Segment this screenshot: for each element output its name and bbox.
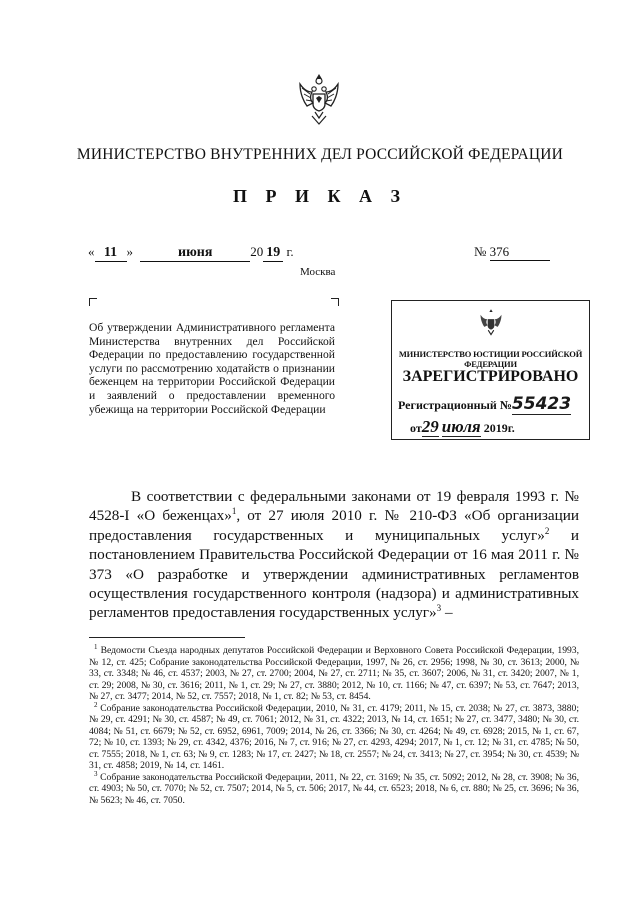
footnote-mark: 3 — [94, 769, 98, 778]
order-preamble — [89, 487, 579, 623]
preamble-part-4: – — [441, 604, 453, 622]
stamp-reg-number: 55423 — [511, 394, 572, 414]
footnote-text: Собрание законодательства Российской Федерации, 2010, № 31, ст. 4179; 2011, № 15, ст. 2038; № 27, ст. 3873, 3880; № 29, ст. 4291; № 30, ст. 4587; № 49, ст. 7061; 2012, № 31, ст. 4322; 2013, № 14, ст. 1651; № 27, ст. 3477, 3480; № 30, ст. 4084; № 51, ст. 6679; № 52, ст. 6952, 6961, 7009; 2014, № 26, ст. 3366; № 30, ст. 4264; № 49, ст. 6928; 2015, № 1, ст. 67, 72; № 10, ст. 1393; № 29, ст. 4342, 4376; 2016, № 7, ст. 916; № 27, ст. 4293, 4294; 2017, № 1, ст. 12; № 31, ст. 4785; № 50, ст. 7555; 2018, № 1, ст. 63; № 9, ст. 1283; № 17, ст. 2427; № 18, ст. 2557; № 24, ст. 3413; № 27, ст. 3954; № 30, ст. 4539; № 31, ст. 4858; 2019, № 14, ст. 1461. — [89, 702, 579, 771]
city: Москва — [300, 266, 336, 278]
footnote-mark: 2 — [94, 700, 98, 709]
footnote-text: Собрание законодательства Российской Федерации, 2011, № 22, ст. 3169; № 35, ст. 5092; 2012, № 28, ст. 3908; № 36, ст. 4903; № 50, ст. 7070; № 52, ст. 7507; 2014, № 5, ст. 506; 2017, № 44, ст. 6523; 2018, № 6, ст. 880; № 25, ст. 3696; № 36, № 5623; № 46, ст. 7050. — [89, 771, 579, 806]
order-number-label: № — [474, 244, 487, 259]
footnote-ref-1[interactable]: 1 — [231, 506, 237, 517]
footnote-3 — [89, 769, 579, 807]
stamp-registered: ЗАРЕГИСТРИРОВАНО — [402, 368, 579, 385]
stamp-date-year-unit: г. — [507, 421, 515, 435]
subject-corner-left — [89, 298, 97, 306]
stamp-date-month: июля — [441, 417, 481, 436]
stamp-emblem-icon — [475, 307, 507, 339]
order-number-value: 376 — [490, 244, 550, 261]
stamp-date-day: 29 — [421, 417, 439, 436]
order-number — [474, 244, 550, 261]
order-date-day: 11 — [95, 245, 127, 262]
date-open-quote: « — [88, 244, 95, 259]
document-type-title: П Р И К А З — [232, 186, 408, 206]
stamp-reg-label: Регистрационный № — [398, 398, 512, 412]
preamble-part-1: В соответствии с федеральными законами от 19 февраля 1993 г. № 4528-I «О беженцах» — [89, 488, 579, 525]
stamp-ministry: МИНИСТЕРСТВО ЮСТИЦИИ РОССИЙСКОЙ ФЕДЕРАЦИИ — [398, 349, 583, 369]
footnote-divider — [89, 637, 245, 638]
stamp-registration-number — [398, 394, 571, 414]
order-subject: Об утверждении Административного регламента Министерства внутренних дел Российской Федерации по предоставлению государственной услуги по рассмотрению ходатайств о признании беженцем на территории Российской Федерации и заявлений о предоставлении временного убежища на территории Российской Федерации — [89, 321, 335, 416]
subject-corner-right — [331, 298, 339, 306]
preamble-part-2: , от 27 июля 2010 г. № 210-ФЗ «Об организации предоставления государственных и муниципальных услуг» — [89, 507, 579, 544]
stamp-date-prefix: от — [410, 421, 422, 435]
footnote-2 — [89, 700, 579, 772]
stamp-date-year: 2019 — [483, 421, 508, 435]
preamble-paragraph — [89, 487, 579, 623]
order-date — [88, 244, 294, 262]
order-date-year-unit: г. — [286, 244, 294, 259]
preamble-part-3: и постановлением Правительства Российской Федерации от 16 мая 2011 г. № 373 «О разработке и утверждении административных регламентов осуществления государственного контроля (надзора) и административных регламентов предоставления государственных услуг» — [89, 526, 579, 622]
order-date-year-prefix: 20 — [250, 244, 264, 259]
ministry-name: МИНИСТЕРСТВО ВНУТРЕННИХ ДЕЛ РОССИЙСКОЙ ФЕДЕРАЦИИ — [76, 146, 564, 163]
order-date-year-suffix: 19 — [263, 245, 283, 262]
footnotes — [89, 642, 579, 806]
footnote-ref-2[interactable]: 2 — [544, 525, 550, 536]
coat-of-arms-emblem — [290, 70, 348, 128]
footnote-mark: 1 — [94, 642, 98, 651]
footnote-ref-3[interactable]: 3 — [436, 603, 442, 614]
stamp-date — [410, 417, 515, 437]
footnote-1 — [89, 642, 579, 703]
registration-stamp — [391, 300, 590, 440]
date-close-quote: » — [126, 244, 133, 259]
order-date-month: июня — [140, 245, 250, 262]
footnote-text: Ведомости Съезда народных депутатов Российской Федерации и Верховного Совета Российской Федерации, 1993, № 12, ст. 425; Собрание законодательства Российской Федерации, 1997, № 26, ст. 2956; 1998, № 30, ст. 3613; 2000, № 33, ст. 3348; № 46, ст. 4537; 2003, № 27, ст. 2700; 2004, № 27, ст. 2711; № 35, ст. 3607; 2006, № 31, ст. 3420; 2007, № 1, ст. 29; 2008, № 30, ст. 3616; 2011, № 1, ст. 29; № 27, ст. 3880; 2012, № 10, ст. 1166; № 47, ст. 6397; № 53, ст. 7647; 2013, № 27, ст. 3477; 2014, № 52, ст. 7557; 2018, № 1, ст. 82; № 53, ст. 8454. — [89, 645, 579, 702]
